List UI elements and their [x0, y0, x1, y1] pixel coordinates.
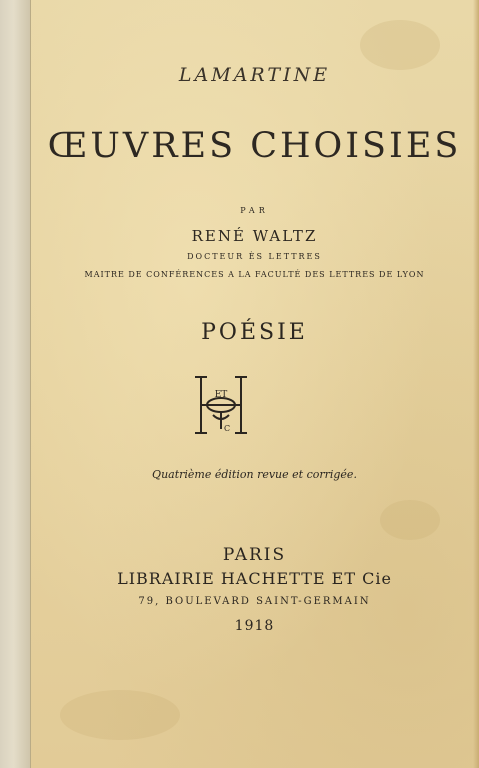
section-title: POÉSIE: [201, 320, 308, 345]
editor-name: RENÉ WALTZ: [191, 227, 318, 245]
publication-year: 1918: [234, 618, 275, 634]
edition-note: Quatrième édition revue et corrigée.: [152, 468, 357, 481]
author-name: LAMARTINE: [178, 64, 331, 86]
book-title: ŒUVRES CHOISIES: [47, 126, 462, 166]
emblem-letters-bottom: C: [224, 424, 231, 433]
cover-edge: [473, 0, 479, 768]
publisher-address: 79, BOULEVARD SAINT-GERMAIN: [138, 596, 371, 607]
hachette-monogram-icon: [193, 373, 249, 437]
publisher-city: PARIS: [222, 545, 287, 565]
paper-stain: [380, 500, 440, 540]
emblem-letters-top: ET: [214, 390, 228, 400]
paper-stain: [360, 20, 440, 70]
paper-stain: [60, 690, 180, 740]
publisher-name: LIBRAIRIE HACHETTE ET Cie: [117, 569, 392, 588]
by-label: PAR: [240, 206, 269, 215]
book-spine: [0, 0, 31, 768]
editor-degree: DOCTEUR ÈS LETTRES: [187, 252, 322, 261]
editor-position: MAITRE DE CONFÉRENCES A LA FACULTÉ DES LETTRES DE LYON: [84, 270, 425, 279]
